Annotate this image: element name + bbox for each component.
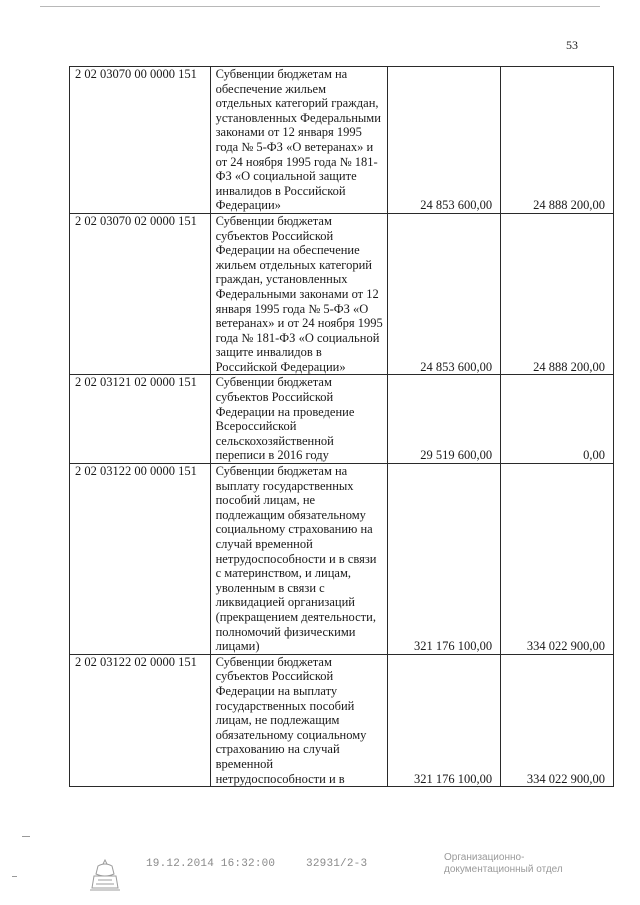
amount-year-1: 29 519 600,00 bbox=[388, 375, 501, 464]
department-mark bbox=[444, 852, 563, 876]
budget-description: Субвенции бюджетам субъектов Российской Федерации на проведение Всероссийской сельскохозяйственной переписи в 2016 году bbox=[210, 375, 388, 464]
table-row bbox=[70, 213, 614, 375]
amount-year-2: 334 022 900,00 bbox=[501, 654, 614, 786]
budget-code: 2 02 03070 02 0000 151 bbox=[70, 213, 211, 375]
amount-year-1: 321 176 100,00 bbox=[388, 654, 501, 786]
budget-code: 2 02 03122 00 0000 151 bbox=[70, 464, 211, 655]
amount-year-2: 24 888 200,00 bbox=[501, 67, 614, 214]
margin-mark bbox=[12, 876, 17, 877]
top-rule bbox=[40, 6, 600, 7]
page-number: 53 bbox=[566, 38, 578, 52]
amount-year-1: 24 853 600,00 bbox=[388, 213, 501, 375]
document-stamp bbox=[146, 858, 391, 870]
table-row bbox=[70, 654, 614, 786]
department-line: Организационно- bbox=[444, 852, 525, 863]
budget-description: Субвенции бюджетам субъектов Российской Федерации на выплату государственных пособий лицам, не подлежащим обязательному социальному страхованию на случай временной нетрудоспособности и в bbox=[210, 654, 388, 786]
budget-table bbox=[69, 66, 614, 787]
margin-mark bbox=[22, 836, 30, 837]
table-row bbox=[70, 67, 614, 214]
amount-year-2: 24 888 200,00 bbox=[501, 213, 614, 375]
department-line: документационный отдел bbox=[444, 864, 563, 875]
budget-description: Субвенции бюджетам на обеспечение жильем отдельных категорий граждан, установленных Федеральными законами от 12 января 1995 года № 5-ФЗ «О ветеранах» и от 24 ноября 1995 года № 181-ФЗ «О социальной защите инвалидов в Российской Федерации» bbox=[210, 67, 388, 214]
amount-year-1: 24 853 600,00 bbox=[388, 67, 501, 214]
amount-year-2: 334 022 900,00 bbox=[501, 464, 614, 655]
table-row bbox=[70, 375, 614, 464]
emblem-icon bbox=[86, 858, 124, 892]
budget-code: 2 02 03122 02 0000 151 bbox=[70, 654, 211, 786]
amount-year-2: 0,00 bbox=[501, 375, 614, 464]
budget-code: 2 02 03070 00 0000 151 bbox=[70, 67, 211, 214]
stamp-timestamp: 19.12.2014 16:32:00 bbox=[146, 858, 276, 870]
table-row bbox=[70, 464, 614, 655]
budget-description: Субвенции бюджетам субъектов Российской Федерации на обеспечение жильем отдельных категорий граждан, установленных Федеральными законами от 12 января 1995 года № 5-ФЗ «О ветеранах» и от 24 ноября 1995 года № 181-ФЗ «О социальной защите инвалидов в Российской Федерации» bbox=[210, 213, 388, 375]
stamp-doc-id: 32931/2-3 bbox=[306, 858, 368, 870]
budget-description: Субвенции бюджетам на выплату государственных пособий лицам, не подлежащим обязательному социальному страхованию на случай временной нетрудоспособности и в связи с материнством, и лицам, уволенным в связи с ликвидацией организаций (прекращением деятельности, полномочий физическими лицами) bbox=[210, 464, 388, 655]
budget-code: 2 02 03121 02 0000 151 bbox=[70, 375, 211, 464]
amount-year-1: 321 176 100,00 bbox=[388, 464, 501, 655]
